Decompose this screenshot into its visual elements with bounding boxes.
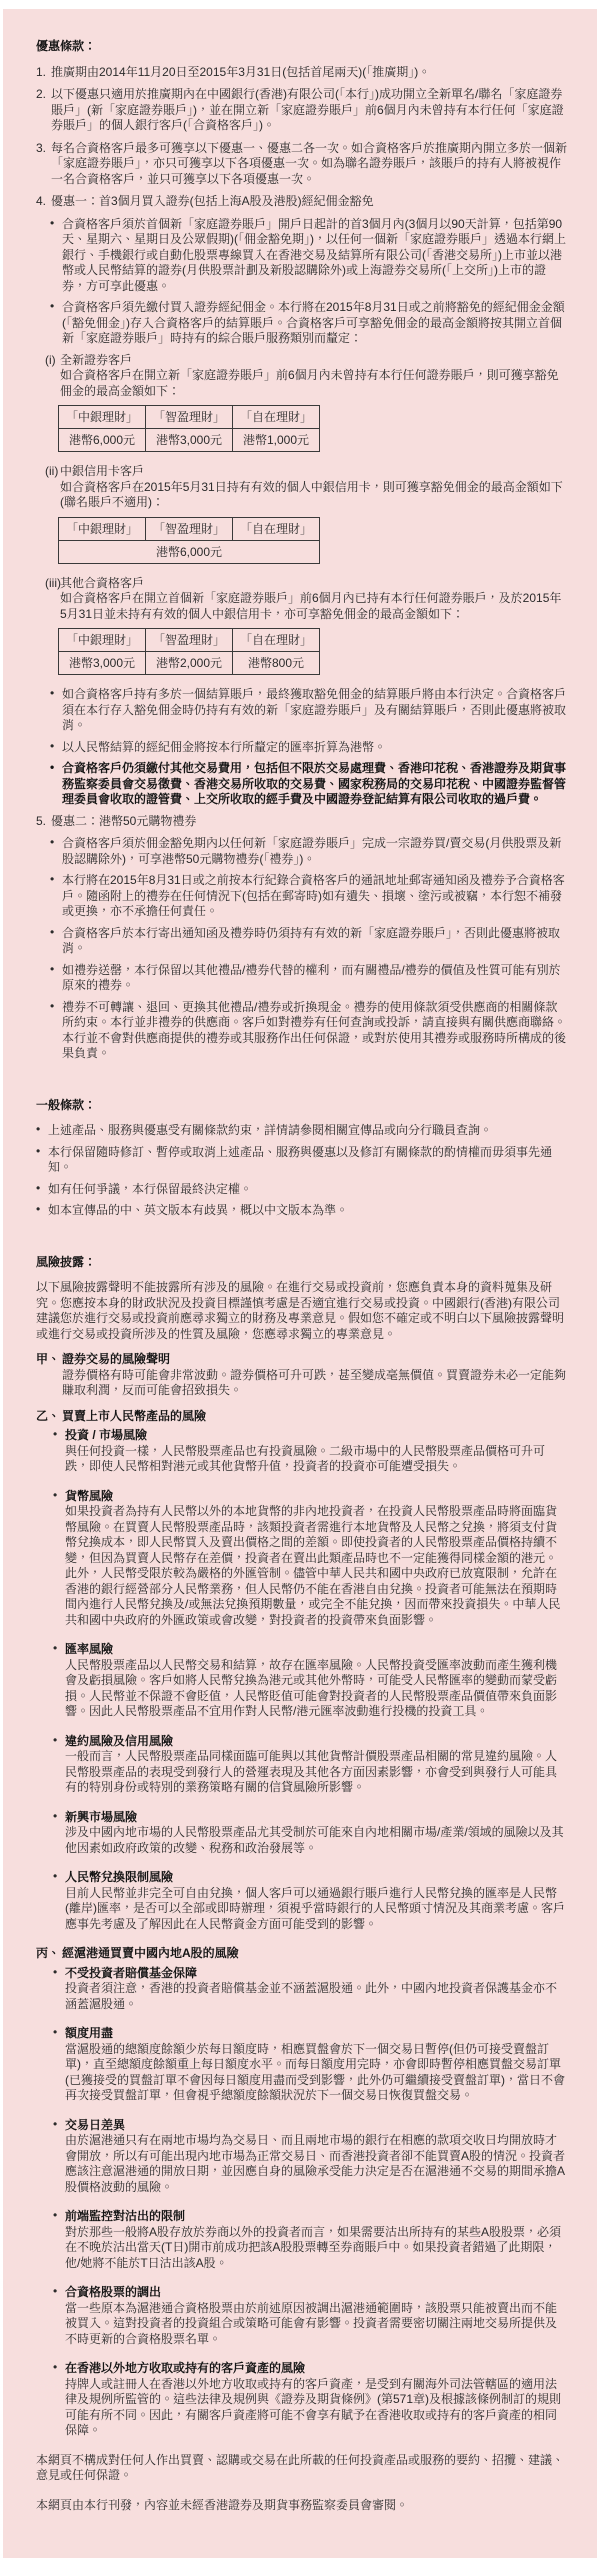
bullet-icon: • [36, 1143, 41, 1158]
risk-bullet [53, 2026, 567, 2104]
bullet-text: 上述產品、服務與優惠受有關條款約束，詳情請參閱相關宣傳品或向分行職員查詢。 [48, 1123, 493, 1137]
table-cell: 港幣800元 [233, 652, 320, 675]
sub-clause-title: 其他合資格客戶 [60, 575, 145, 590]
risk-bullet [53, 2285, 567, 2347]
promo-terms-document [3, 9, 597, 2558]
table-header-row [59, 517, 320, 540]
bullet-icon: • [53, 1732, 58, 1747]
bullet-icon: • [50, 872, 55, 886]
bullet-icon: • [50, 961, 55, 976]
sub-clause-marker: (ii) [45, 464, 59, 478]
section-heading: 優惠條款： [36, 39, 97, 53]
item-marker: 3. [36, 140, 47, 155]
bullet-item [36, 1182, 567, 1198]
risk-section [36, 1352, 567, 1399]
bullet-item [50, 217, 567, 295]
numbered-term-text: 推廣期由2014年11月20日至2015年3月31日(包括首尾兩天)(「推廣期」)。 [51, 64, 431, 79]
risk-section-title: 買賣上市人民幣產品的風險 [62, 1408, 207, 1423]
numbered-term [36, 141, 567, 188]
risk-bullet-title: 新興市場風險 [65, 1809, 138, 1824]
spacer [36, 1225, 567, 1255]
table-header-row [59, 629, 320, 652]
risk-bullet-title: 在香港以外地方收取或持有的客戶資產的風險 [65, 2361, 306, 2375]
sub-clause-title: 中銀信用卡客戶 [60, 464, 145, 478]
bullet-icon: • [50, 924, 55, 939]
paragraph: 本網頁由本行刊發，內容並未經香港證券及期貨事務監察委員會審閱。 [36, 2497, 409, 2512]
risk-section-title: 經滬港通買賣中國內地A股的風險 [62, 1946, 239, 1960]
table-row [59, 429, 320, 452]
risk-bullet [53, 1489, 567, 1629]
bullet-item [50, 761, 567, 808]
table-header-cell: 「智盈理財」 [146, 629, 233, 652]
risk-bullet [53, 2118, 567, 2196]
section-heading: 一般條款： [36, 1097, 97, 1112]
risk-bullet-text: 與任何投資一樣，人民幣股票產品也有投資風險。二級市場中的人民幣股票產品價格可升可跌，即使人民幣相對港元或其他貨幣升值，投資者的投資亦可能遭受損失。 [65, 1443, 546, 1473]
risk-section-title: 證券交易的風險聲明 [62, 1352, 171, 1366]
paragraph: 以下風險披露聲明不能披露所有涉及的風險。在進行交易或投資前，您應負責本身的資料蒐集及研究。您應按本身的財政狀況及投資目標謹慎考慮是否適宜進行交易或投資。中國銀行(香港)有限公司建議您於進行交易或投資前應尋求獨立的財務及專業意見。假如您不確定或不明白以下風險披露聲明或進行交易或投資所涉及的性質及風險，您應尋求獨立的專業意見。 [36, 1280, 565, 1341]
table-header-cell: 「智盈理財」 [146, 517, 233, 540]
numbered-term [36, 65, 567, 81]
table-header-cell: 「自在理財」 [233, 517, 320, 540]
table-header-cell: 「自在理財」 [233, 406, 320, 429]
sub-clause-title: 全新證券客戶 [60, 352, 133, 367]
numbered-term [36, 194, 567, 210]
bullet-text: 合資格客戶須先繳付買入證券經紀佣金。本行將在2015年8月31日或之前將豁免的經紀佣金金額(「豁免佣金」)存入合資格客戶的結算賬戶。合資格客戶可享豁免佣金的最高金額將按其開立首個新「家庭證券賬戶」時持有的綜合賬戶服務類別而釐定： [62, 300, 565, 345]
table-cell: 港幣2,000元 [146, 652, 233, 675]
table-cell: 港幣6,000元 [59, 429, 146, 452]
bullet-icon: • [50, 760, 55, 774]
table-cell: 港幣3,000元 [146, 429, 233, 452]
risk-bullet-title: 匯率風險 [65, 1642, 114, 1656]
risk-bullet-text: 持牌人或註冊人在香港以外地方收取或持有的客戶資產，是受到有關海外司法管轄區的適用法律及規例所監管的。這些法律及規例與《證券及期貨條例》(第571章)及根據該條例制訂的規則可能有所不同。因此，有關客戶資產將可能不會享有賦予在香港收取或持有的客戶資產的相同保障。 [65, 2376, 562, 2437]
table-header-cell: 「自在理財」 [233, 629, 320, 652]
bullet-text: 如本宣傳品的中、英文版本有歧異，概以中文版本為準。 [48, 1203, 349, 1217]
risk-bullet-title: 不受投資者賠償基金保障 [65, 1965, 198, 1980]
bullet-icon: • [50, 835, 55, 849]
table-cell: 港幣6,000元 [59, 540, 320, 563]
bullet-text: 合資格客戶於本行寄出通知函及禮券時仍須持有有效的新「家庭證券賬戶」，否則此優惠將被取消。 [62, 925, 561, 955]
table-row [59, 540, 320, 563]
sub-clause-marker: (i) [45, 352, 56, 367]
bullet-text: 禮券不可轉讓、退回、更換其他禮品/禮券或折換現金。禮券的使用條款須受供應商的相關條款所約束。本行並非禮券的供應商。客戶如對禮券有任何查詢或投訴，請直接與有關供應商聯絡。本行並不會對供應商提供的禮券或其服務作出任何保證，或對於使用其禮券或服務時所構成的後果負責。 [62, 999, 567, 1060]
risk-bullet-text: 對於那些一般將A股存放於券商以外的投資者而言，如果需要沽出所持有的某些A股股票，必須在不晚於沽出當天(T日)開市前成功把該A股股票轉至券商賬戶中。如果投資者錯過了此期限，他/她將不能於T日沽出該A股。 [65, 2224, 562, 2270]
document-body [36, 39, 567, 2513]
risk-bullet-text: 投資者須注意，香港的投資者賠償基金並不涵蓋滬股通。此外，中國內地投資者保護基金亦不涵蓋滬股通。 [65, 1981, 558, 2011]
bullet-icon: • [50, 215, 55, 230]
sub-clause-marker: (iii) [45, 575, 61, 590]
bullet-icon: • [36, 1122, 41, 1136]
bullet-icon: • [53, 1964, 58, 1979]
sub-clause-text: 如合資格客戶在開立首個新「家庭證券賬戶」前6個月內已持有本行任何證券賬戶，及於2015年5月31日並未持有有效的個人中銀信用卡，亦可享豁免佣金的最高金額如下： [60, 591, 562, 621]
bullet-item [50, 836, 567, 867]
bullet-icon: • [50, 299, 55, 313]
risk-bullet [53, 1734, 567, 1796]
bullet-item [36, 1203, 567, 1219]
bullet-item [50, 1000, 567, 1062]
bullet-item [50, 873, 567, 920]
risk-bullet [53, 1428, 567, 1475]
numbered-term [36, 87, 567, 134]
risk-section-marker: 甲、 [36, 1352, 61, 1366]
bullet-icon: • [53, 2116, 58, 2131]
table-cell: 港幣3,000元 [59, 652, 146, 675]
risk-bullet-text: 由於滬港通只有在兩地市場均為交易日、而且兩地市場的銀行在相應的款項交收日均開放時才會開放，所以有可能出現內地市場為正常交易日、而香港投資者卻不能買賣A股的情況。投資者應該注意滬港通的開放日期，並因應自身的風險承受能力決定是否在滬港通不交易的期間承擔A股價格波動的風險。 [65, 2133, 566, 2194]
section-heading: 風險披露： [36, 1254, 97, 1269]
risk-bullet-title: 人民幣兌換限制風險 [65, 1870, 174, 1884]
spacer [36, 1068, 567, 1098]
bullet-icon: • [53, 1641, 58, 1655]
bullet-icon: • [50, 686, 55, 700]
bullet-icon: • [53, 2208, 58, 2222]
risk-bullet-text: 一般而言，人民幣股票產品同樣面臨可能與以其他貨幣計價股票產品相關的常見違約風險。人民幣股票產品的表現受到發行人的營運表現及其他各方面因素影響，亦會受到與發行人可能具有的特別身份或特別的業務策略有關的信貸風險所影響。 [65, 1749, 558, 1794]
numbered-term [36, 814, 567, 830]
risk-bullet [53, 1642, 567, 1720]
sub-clause [45, 576, 567, 623]
sub-clause-text: 如合資格客戶在開立新「家庭證券賬戶」前6個月內未曾持有本行任何證券賬戶，則可獲享豁免佣金的最高金額如下： [60, 368, 559, 398]
bullet-text: 本行將在2015年8月31日或之前按本行紀錄合資格客戶的通訊地址郵寄通知函及禮券予合資格客戶。隨函附上的禮券在任何情況下(包括在郵寄時)如有遺失、損壞、塗污或被竊，本行恕不補發或更換，亦不承擔任何責任。 [62, 873, 565, 918]
fee-waiver-table [58, 517, 320, 564]
bullet-text: 合資格客戶仍須繳付其他交易費用，包括但不限於交易處理費、香港印花稅、香港證券及期貨事務監察委員會交易徵費、香港交易所收取的交易費、國家稅務局的交易印花稅、中國證券監督管理委員會收取的證管費、上交所收取的經手費及中國證券登記結算有限公司收取的過戶費。 [62, 761, 567, 806]
bullet-item [50, 963, 567, 994]
numbered-term-text: 以下優惠只適用於推廣期內在中國銀行(香港)有限公司(「本行」)成功開立全新單名/聯名「家庭證券賬戶」(新「家庭證券賬戶」)，並在開立新「家庭證券賬戶」前6個月內未曾持有本行任何「家庭證券賬戶」的個人銀行客戶(「合資格客戶」)。 [51, 87, 564, 132]
bullet-icon: • [53, 2360, 58, 2374]
sub-clause [45, 464, 567, 511]
bullet-item [50, 300, 567, 347]
bullet-item [36, 1145, 567, 1176]
bullet-icon: • [36, 1202, 41, 1216]
risk-bullet-title: 前端監控對沽出的限制 [65, 2209, 186, 2223]
risk-bullet [53, 2209, 567, 2271]
bullet-icon: • [53, 1808, 58, 1823]
bullet-item [36, 1123, 567, 1139]
risk-section-marker: 乙、 [36, 1408, 61, 1423]
table-header-cell: 「中銀理財」 [59, 629, 146, 652]
risk-bullet-text: 人民幣股票產品以人民幣交易和結算，故存在匯率風險。人民幣投資受匯率波動而產生獲利機會及虧損風險。客戶如將人民幣兌換為港元或其他外幣時，可能受人民幣匯率的變動而蒙受虧損。人民幣並不保證不會貶值，人民幣貶值可能會對投資者的人民幣股票產品價值帶來負面影響。因此人民幣股票產品不宜用作對人民幣/港元匯率波動進行投機的投資工具。 [65, 1657, 558, 1718]
table-cell: 港幣1,000元 [233, 429, 320, 452]
risk-section [36, 1409, 567, 1425]
fee-waiver-table [58, 405, 320, 452]
bullet-icon: • [50, 738, 55, 753]
risk-bullet-text: 涉及中國內地市場的人民幣股票產品尤其受制於可能來自內地相關市場/產業/領域的風險以及其他因素如政府政策的改變、稅務和政治發展等。 [65, 1825, 564, 1855]
bullet-text: 如禮券送罄，本行保留以其他禮品/禮券代替的權利，而有關禮品/禮券的價值及性質可能有別於原來的禮券。 [62, 962, 561, 992]
bullet-text: 以人民幣結算的經紀佣金將按本行所釐定的匯率折算為港幣。 [62, 739, 387, 754]
risk-bullet-title: 投資 / 市場風險 [65, 1428, 148, 1442]
bullet-text: 如有任何爭議，本行保留最終決定權。 [48, 1181, 253, 1196]
risk-section [36, 1946, 567, 1962]
risk-bullet-text: 目前人民幣並非完全可自由兌換，個人客戶可以通過銀行賬戶進行人民幣兌換的匯率是人民幣(離岸)匯率，是否可以全部或即時辦理，須視乎當時銀行的人民幣頭寸情況及其商業考慮。客戶應事先考慮及了解因此在人民幣資金方面可能受到的影響。 [65, 1885, 565, 1931]
bullet-text: 本行保留隨時修訂、暫停或取消上述產品、服務與優惠以及修訂有關條款的酌情權而毋須事先通知。 [48, 1144, 553, 1174]
risk-bullet-title: 貨幣風險 [65, 1488, 114, 1503]
item-marker: 2. [36, 87, 47, 101]
bullet-icon: • [53, 2284, 58, 2298]
numbered-term-text: 優惠二：港幣50元購物禮券 [51, 813, 197, 828]
risk-bullet [53, 2361, 567, 2439]
item-marker: 5. [36, 813, 47, 828]
bullet-icon: • [36, 1180, 41, 1195]
risk-bullet-title: 交易日差異 [65, 2117, 126, 2132]
fee-waiver-table [58, 628, 320, 675]
table-row [59, 652, 320, 675]
paragraph: 本網頁不構成對任何人作出買賣、認購或交易在此所載的任何投資產品或服務的要約、招攬、建議、意見或任何保證。 [36, 2452, 565, 2482]
table-header-cell: 「中銀理財」 [59, 517, 146, 540]
risk-bullet [53, 1810, 567, 1857]
bullet-icon: • [53, 1869, 58, 1883]
risk-bullet-text: 當一些原本為滬港通合資格股票由於前述原因被調出滬港通範圍時，該股票只能被賣出而不能被買入。這對投資者的投資組合或策略可能會有影響。投資者需要密切關注兩地交易所提供及不時更新的合資格股票名單。 [65, 2300, 558, 2346]
bullet-item [50, 926, 567, 957]
risk-bullet-text: 當滬股通的總額度餘額少於每日額度時，相應買盤會於下一個交易日暫停(但仍可接受賣盤訂單)，直至總額度餘額重上每日額度水平。而每日額度用完時，亦會即時暫停相應買盤交易訂單(已獲接受的買盤訂單不會因每日額度用盡而受到影響，此外仍可繼續接受賣盤訂單)，當日不會再次接受買盤訂單，但會視乎總額度餘額狀況於下一個交易日恢復買盤交易。 [65, 2041, 565, 2102]
table-header-cell: 「中銀理財」 [59, 406, 146, 429]
risk-section-marker: 丙、 [36, 1946, 61, 1960]
bullet-text: 合資格客戶須於佣金豁免期內以任何新「家庭證券賬戶」完成一宗證券買/賣交易(月供股票及新股認購除外)，可享港幣50元購物禮券(「禮券」)。 [62, 836, 562, 866]
bullet-icon: • [53, 1427, 58, 1441]
bullet-icon: • [50, 998, 55, 1013]
risk-bullet-title: 違約風險及信用風險 [65, 1733, 174, 1748]
risk-bullet-title: 額度用盡 [65, 2026, 114, 2040]
sub-clause [45, 353, 567, 400]
numbered-term-text: 每名合資格客戶最多可獲享以下優惠一、優惠二各一次。如合資格客戶於推廣期內開立多於一個新「家庭證券賬戶」，亦只可獲享以下各項優惠一次。如為聯名證券賬戶，該賬戶的持有人將被視作一名合資格客戶，並只可獲享以下各項優惠一次。 [51, 140, 568, 186]
sub-clause-text: 如合資格客戶在2015年5月31日持有有效的個人中銀信用卡，則可獲享豁免佣金的最高金額如下(聯名賬戶不適用)： [60, 479, 563, 509]
item-marker: 4. [36, 194, 47, 208]
risk-section-text: 證券價格有時可能會非常波動。證券價格可升可跌，甚至變成毫無價值。買賣證券未必一定能夠賺取利潤，反而可能會招致損失。 [62, 1367, 567, 1397]
bullet-text: 如合資格客戶持有多於一個結算賬戶，最終獲取豁免佣金的結算賬戶將由本行決定。合資格客戶須在本行存入豁免佣金時仍持有有效的新「家庭證券賬戶」及有關結算賬戶，否則此優惠將被取消。 [62, 687, 567, 732]
bullet-icon: • [53, 2025, 58, 2039]
bullet-item [50, 740, 567, 756]
numbered-term-text: 優惠一：首3個月買入證券(包括上海A股及港股)經紀佣金豁免 [51, 194, 374, 208]
bullet-icon: • [53, 1487, 58, 1502]
bullet-item [50, 687, 567, 734]
risk-bullet [53, 1966, 567, 2013]
risk-bullet-title: 合資格股票的調出 [65, 2285, 162, 2299]
table-header-cell: 「智盈理財」 [146, 406, 233, 429]
bullet-text: 合資格客戶須於首個新「家庭證券賬戶」開戶日起計的首3個月內(3個月以90天計算，包括第90天、星期六、星期日及公眾假期)(「佣金豁免期」)，以任何一個新「家庭證券賬戶」透過本行網上銀行、手機銀行或自動化股票專線買入在香港交易及結算所有限公司(「香港交易所」)上市並以港幣或人民幣結算的證券(月供股票計劃及新股認購除外)或上海證券交易所(「上交所」)上市的證券，方可享此優惠。 [62, 216, 566, 293]
item-marker: 1. [36, 64, 47, 79]
risk-bullet-text: 如果投資者為持有人民幣以外的本地貨幣的非內地投資者，在投資人民幣股票產品時將面臨貨幣風險。在買賣人民幣股票產品時，該類投資者需進行本地貨幣及人民幣之兌換，將須支付貨幣兌換成本，即人民幣買入及賣出價格之間的差額。即使投資者的人民幣股票產品價格持續不變，但因為買賣人民幣存在差價，投資者在賣出此類產品時也不一定能獲得同樣金額的港元。此外，人民幣受限於較為嚴格的外匯管制。儘管中華人民共和國中央政府已放寬限制，允許在香港的銀行經營部分人民幣業務，但人民幣仍不能在香港自由兌換。投資者可能無法在預期時間內進行人民幣兌換及/或無法兌換預期數量，或完全不能兌換，因而帶來投資損失。中華人民共和國中央政府的外匯政策或會改變，對投資者的投資帶來負面影響。 [65, 1504, 561, 1627]
risk-bullet [53, 1870, 567, 1932]
table-header-row [59, 406, 320, 429]
